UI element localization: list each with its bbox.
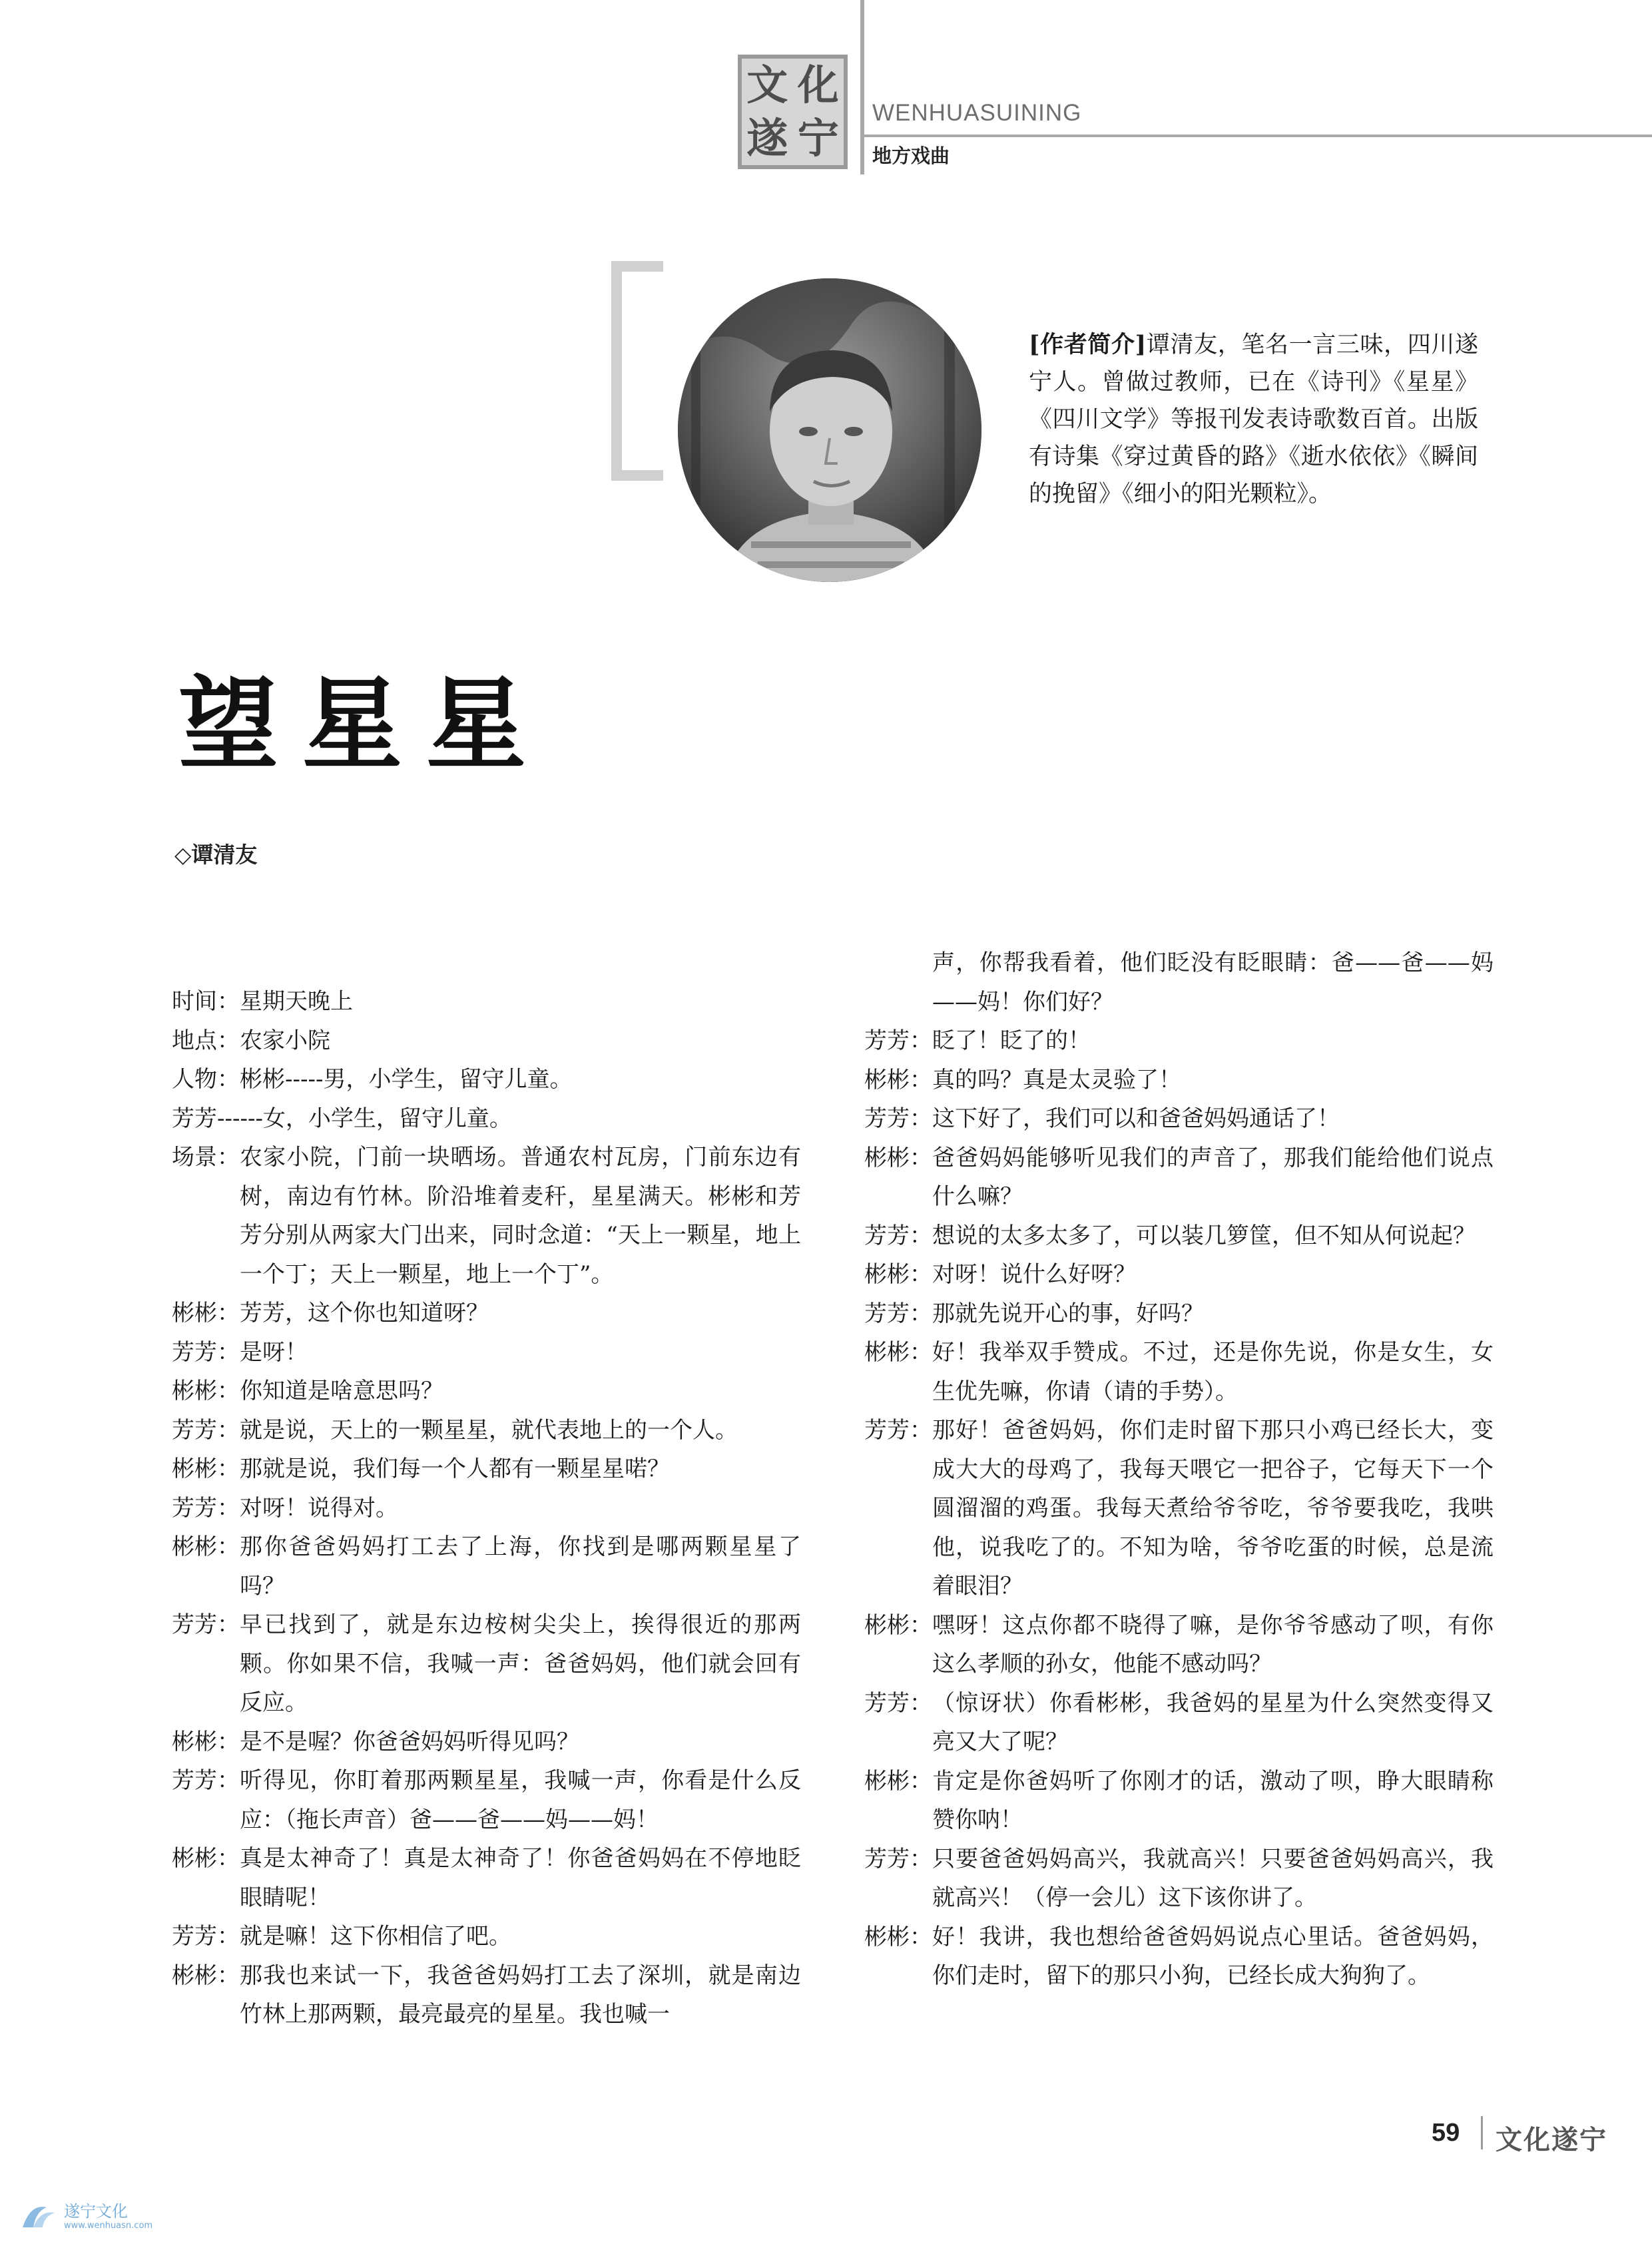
speaker: 彬彬： (172, 1456, 240, 1482)
bracket-decoration (611, 261, 622, 481)
line-text: 眨了！眨了的！ (932, 1027, 1091, 1054)
bio-text: 谭清友，笔名一言三味，四川遂宁人。曾做过教师，已在《诗刊》《星星》《四川文学》等报刊发表诗歌数百首。出版有诗集《穿过黄昏的路》《逝水依依》《瞬间的挽留》《细小的阳光颗粒》。 (1029, 332, 1478, 507)
line-text: 你知道是啥意思吗？ (240, 1378, 443, 1404)
watermark-text-group (64, 2203, 152, 2230)
line-text: 是呀！ (240, 1338, 308, 1366)
line-text: 农家小院 (240, 1027, 330, 1054)
watermark-icon (20, 2201, 57, 2233)
script-line (172, 1372, 801, 1411)
article-title: 望星星 (178, 667, 551, 783)
script-line (864, 1099, 1494, 1139)
line-text: 星期天晚上 (240, 988, 353, 1015)
speaker: 彬彬： (864, 1066, 932, 1093)
speaker: 彬彬： (864, 1339, 932, 1366)
script-line (172, 1956, 801, 2034)
line-text: 那我也来试一下，我爸爸妈妈打工去了深圳，就是南边竹林上那两颗，最亮最亮的星星。我也喊一 (240, 1962, 801, 2028)
speaker: 芳芳： (172, 1611, 240, 1638)
speaker: 芳芳： (172, 1416, 240, 1444)
magazine-logo (738, 55, 848, 169)
logo-char-4: 宁 (797, 114, 839, 162)
script-line (864, 1684, 1494, 1762)
script-line (864, 1411, 1494, 1606)
right-column (864, 944, 1494, 1996)
script-line (864, 1762, 1494, 1840)
footer-brand: 文化遂宁 (1496, 2124, 1607, 2155)
speaker: 时间： (172, 988, 240, 1015)
speaker: 彬彬： (864, 1767, 932, 1795)
speaker: 彬彬： (864, 1261, 932, 1288)
speaker: 彬彬： (864, 1611, 932, 1639)
script-line (864, 1918, 1494, 1996)
line-text: 彬彬-----男，小学生，留守儿童。 (240, 1066, 573, 1093)
speaker: 彬彬： (172, 1962, 240, 1989)
line-text: 是不是喔？你爸爸妈妈听得见吗？ (240, 1728, 579, 1755)
speaker: 地点： (172, 1027, 240, 1054)
script-line (172, 1605, 801, 1723)
speaker: 芳芳： (172, 1338, 240, 1366)
script-line (864, 1061, 1494, 1100)
script-line (172, 1450, 801, 1489)
line-text: 嘿呀！这点你都不晓得了嘛，是你爷爷感动了呗，有你这么孝顺的孙女，他能不感动吗？ (932, 1611, 1494, 1677)
watermark-text: 遂宁文化 (64, 2202, 128, 2221)
speaker: 彬彬： (172, 1300, 240, 1326)
line-text: 真是太神奇了！真是太神奇了！你爸爸妈妈在不停地眨眼睛呢！ (240, 1845, 801, 1911)
speaker: 芳芳： (172, 1494, 240, 1522)
header-vertical-rule (860, 0, 864, 174)
script-line (172, 1917, 801, 1956)
speaker: 芳芳： (864, 1300, 932, 1327)
script-line (172, 1839, 801, 1917)
script-line (172, 1294, 801, 1333)
bracket-top (611, 261, 663, 272)
script-line (172, 1060, 801, 1099)
line-text: 就是说，天上的一颗星星，就代表地上的一个人。 (240, 1416, 738, 1444)
line-text: 好！我举双手赞成。不过，还是你先说，你是女生，女生优先嘛，你请（请的手势）。 (932, 1339, 1494, 1405)
line-text: 对呀！说什么好呀？ (932, 1261, 1136, 1288)
speaker: 芳芳： (864, 1027, 932, 1054)
section-label: 地方戏曲 (872, 144, 950, 167)
line-text: 那好！爸爸妈妈，你们走时留下那只小鸡已经长大，变成大大的母鸡了，我每天喂它一把谷子，它每天下一个圆溜溜的鸡蛋。我每天煮给爷爷吃，爷爷要我吃，我哄他，说我吃了的。不知为啥，爷爷吃蛋的时候，总是流着眼泪？ (932, 1417, 1494, 1599)
footer-rule (1481, 2116, 1483, 2149)
speaker: 场景： (172, 1144, 240, 1171)
line-text: 好！我讲，我也想给爸爸妈妈说点心里话。爸爸妈妈，你们走时，留下的那只小狗，已经长成大狗狗了。 (932, 1923, 1494, 1989)
script-line (172, 1333, 801, 1372)
script-line (864, 1294, 1494, 1334)
line-text: 真的吗？真是太灵验了！ (932, 1066, 1181, 1093)
speaker: 彬彬： (172, 1728, 240, 1755)
speaker: 彬彬： (172, 1845, 240, 1872)
line-text: 那就是说，我们每一个人都有一颗星星喏？ (240, 1456, 670, 1482)
logo-char-3: 遂 (746, 114, 788, 162)
line-text: （惊讶状）你看彬彬，我爸妈的星星为什么突然变得又亮又大了呢？ (932, 1689, 1494, 1755)
speaker: 芳芳： (172, 1767, 240, 1794)
script-line (172, 1528, 801, 1605)
author-portrait (678, 278, 981, 582)
speaker: 芳芳： (864, 1417, 932, 1444)
script-line (864, 1217, 1494, 1256)
speaker: 人物： (172, 1066, 240, 1093)
script-line (172, 1489, 801, 1528)
continued-line: 声，你帮我看着，他们眨没有眨眼睛：爸——爸——妈——妈！你们好？ (932, 950, 1494, 1015)
line-text: 这下好了，我们可以和爸爸妈妈通话了！ (932, 1105, 1340, 1132)
speaker: 彬彬： (864, 1144, 932, 1171)
script-line (864, 1255, 1494, 1294)
bio-label: [作者简介] (1029, 331, 1147, 358)
script-line (172, 1723, 801, 1762)
line-text: 那你爸爸妈妈打工去了上海，你找到是哪两颗星星了吗？ (240, 1534, 801, 1599)
speaker: 彬彬： (172, 1378, 240, 1404)
speaker: 芳芳： (864, 1105, 932, 1132)
speaker: 芳芳： (864, 1222, 932, 1249)
speaker: 彬彬： (172, 1534, 240, 1560)
speaker: 芳芳： (864, 1845, 932, 1872)
line-text: 想说的太多太多了，可以装几箩筐，但不知从何说起？ (932, 1222, 1476, 1249)
portrait-illustration (678, 278, 981, 582)
script-line (172, 1411, 801, 1450)
script-line (172, 1761, 801, 1839)
speaker: 芳芳： (864, 1689, 932, 1717)
line-text: 对呀！说得对。 (240, 1494, 398, 1522)
script-line (864, 1333, 1494, 1411)
line-text: 那就先说开心的事，好吗？ (932, 1300, 1204, 1327)
watermark (20, 2201, 152, 2233)
script-line (172, 1099, 801, 1139)
speaker: 芳芳： (172, 1923, 240, 1950)
script-line (172, 1021, 801, 1061)
brand-english: WENHUASUINING (872, 100, 1082, 126)
script-line (864, 1606, 1494, 1684)
script-line (172, 982, 801, 1021)
watermark-url: www.wenhuasn.com (64, 2220, 153, 2231)
left-column (172, 982, 801, 2034)
line-text: 就是嘛！这下你相信了吧。 (240, 1923, 511, 1950)
logo-char-2: 化 (797, 61, 839, 109)
line-text: 芳芳，这个你也知道呀？ (240, 1300, 489, 1326)
line-text: 爸爸妈妈能够听见我们的声音了，那我们能给他们说点什么嘛？ (932, 1144, 1494, 1210)
logo-char-1: 文 (746, 61, 788, 109)
line-text: 听得见，你盯着那两颗星星，我喊一声，你看是什么反应：（拖长声音）爸——爸——妈——妈！ (240, 1767, 801, 1833)
line-text: 早已找到了，就是东边桉树尖尖上，挨得很近的那两颗。你如果不信，我喊一声：爸爸妈妈，他们就会回有反应。 (240, 1611, 801, 1716)
author-bio (1029, 326, 1478, 513)
header-horizontal-rule (864, 135, 1652, 137)
script-line (172, 1138, 801, 1294)
script-line (864, 1139, 1494, 1217)
bracket-bottom (611, 470, 663, 481)
page-number: 59 (1432, 2119, 1460, 2147)
article-byline: ◇谭清友 (174, 842, 258, 868)
script-line (864, 1840, 1494, 1918)
script-line (864, 1021, 1494, 1061)
line-text: 农家小院，门前一块晒场。普通农村瓦房，门前东边有树，南边有竹林。阶沿堆着麦秆，星星满天。彬彬和芳芳分别从两家大门出来，同时念道：“天上一颗星，地上一个丁；天上一颗星，地上一个丁”。 (240, 1144, 801, 1288)
line-text: 只要爸爸妈妈高兴，我就高兴！只要爸爸妈妈高兴，我就高兴！（停一会儿）这下该你讲了。 (932, 1845, 1494, 1911)
line-text: 芳芳------女，小学生，留守儿童。 (172, 1105, 512, 1132)
line-text: 肯定是你爸妈听了你刚才的话，激动了呗，睁大眼睛称赞你呐！ (932, 1767, 1494, 1833)
speaker: 彬彬： (864, 1923, 932, 1950)
